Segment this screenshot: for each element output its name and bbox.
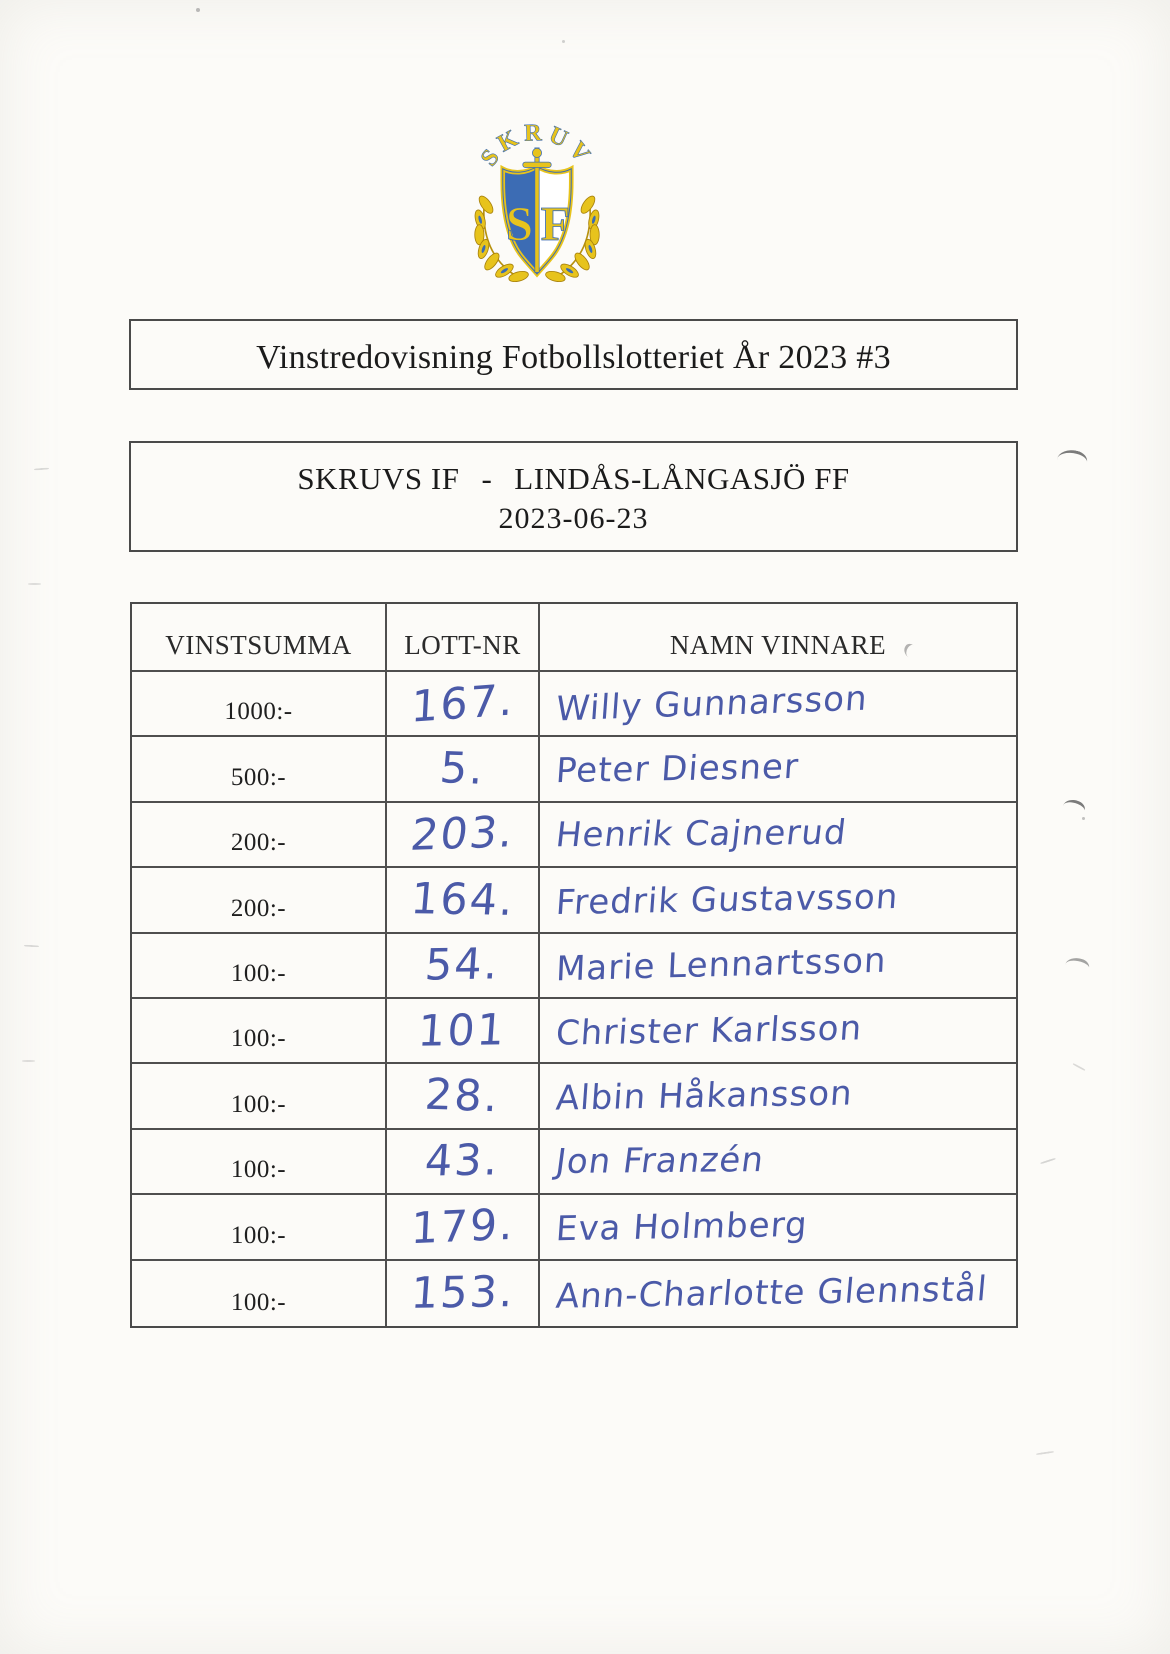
ticket-cell: [387, 737, 540, 802]
ticket-cell: [387, 999, 540, 1064]
ticket-number: 164.: [408, 874, 517, 926]
prize-amount: 500:-: [132, 737, 387, 802]
winner-name: Ann-Charlotte Glennstål: [554, 1269, 990, 1318]
ticket-number: 28.: [423, 1069, 502, 1123]
winner-cell: [540, 737, 1016, 802]
scan-artifact: [22, 1060, 35, 1062]
ticket-cell: [387, 868, 540, 933]
prize-amount: 100:-: [132, 999, 387, 1064]
away-team: LINDÅS-LÅNGASJÖ FF: [514, 461, 850, 496]
scan-artifact: [1040, 1158, 1056, 1165]
header-vinstsumma: VINSTSUMMA: [132, 604, 387, 672]
winner-cell: [540, 934, 1016, 999]
prize-table: [130, 602, 1018, 1328]
home-team: SKRUVS IF: [297, 461, 460, 496]
ticket-number: 101: [416, 1004, 509, 1057]
ticket-cell: [387, 1195, 540, 1260]
winner-cell: [540, 999, 1016, 1064]
club-name-arc: SKRUV: [475, 119, 599, 172]
scan-artifact: [24, 945, 39, 948]
ticket-number: 179.: [409, 1199, 516, 1255]
winner-cell: [540, 1064, 1016, 1129]
prize-amount: 100:-: [132, 1064, 387, 1129]
ticket-cell: [387, 1261, 540, 1326]
ticket-number: 153.: [408, 1267, 517, 1320]
scan-artifact: [28, 583, 41, 585]
prize-amount: 1000:-: [132, 672, 387, 737]
winner-name: Jon Franzén: [553, 1140, 767, 1183]
winner-name: Peter Diesner: [554, 746, 801, 792]
scan-artifact: [1063, 796, 1087, 814]
ticket-cell: [387, 803, 540, 868]
scan-artifact: [1057, 447, 1089, 467]
prize-amount: 200:-: [132, 803, 387, 868]
scan-artifact: [1072, 1063, 1085, 1071]
winner-name: Henrik Cajnerud: [553, 813, 849, 856]
ticket-cell: [387, 934, 540, 999]
winner-cell: [540, 1195, 1016, 1260]
club-logo: [466, 114, 608, 282]
winner-cell: [540, 1130, 1016, 1195]
ticket-cell: [387, 1130, 540, 1195]
match-separator: -: [481, 461, 493, 496]
winner-name: Albin Håkansson: [554, 1073, 855, 1119]
winner-name: Marie Lennartsson: [555, 940, 888, 990]
prize-amount: 100:-: [132, 1195, 387, 1260]
prize-amount: 100:-: [132, 1130, 387, 1195]
winner-name: Fredrik Gustavsson: [554, 876, 900, 923]
shield-letter-s: S: [505, 197, 533, 251]
winner-cell: [540, 1261, 1016, 1326]
header-lott-nr: LOTT-NR: [387, 604, 540, 672]
scan-artifact: [1082, 817, 1085, 820]
shield-letter-f: F: [540, 197, 571, 251]
winner-cell: [540, 868, 1016, 933]
ticket-number: 43.: [423, 1135, 502, 1188]
scan-artifact: [562, 40, 565, 43]
match-box: [129, 441, 1018, 552]
scan-artifact: [34, 467, 49, 470]
header-namn-vinnare: NAMN VINNARE: [540, 604, 1016, 672]
ticket-number: 54.: [423, 939, 502, 991]
prize-amount: 100:-: [132, 934, 387, 999]
ticket-number: 5.: [437, 743, 488, 795]
ticket-cell: [387, 1064, 540, 1129]
scan-artifact: [196, 8, 200, 12]
report-title-box: [129, 319, 1018, 390]
scan-artifact: [1065, 955, 1091, 971]
scan-artifact: [1036, 1451, 1054, 1455]
match-date: 2023-06-23: [498, 502, 649, 535]
winner-cell: [540, 672, 1016, 737]
winner-cell: [540, 803, 1016, 868]
prize-amount: 100:-: [132, 1261, 387, 1326]
ticket-cell: [387, 672, 540, 737]
report-title: Vinstredovisning Fotbollslotteriet År 2023 #3: [256, 339, 891, 376]
ticket-number: 167.: [409, 674, 516, 733]
winner-name: Willy Gunnarsson: [554, 678, 870, 730]
match-title: [297, 461, 849, 497]
prize-amount: 200:-: [132, 868, 387, 933]
winner-name: Eva Holmberg: [554, 1204, 810, 1250]
ticket-number: 203.: [407, 807, 518, 862]
winner-name: Christer Karlsson: [554, 1007, 864, 1054]
